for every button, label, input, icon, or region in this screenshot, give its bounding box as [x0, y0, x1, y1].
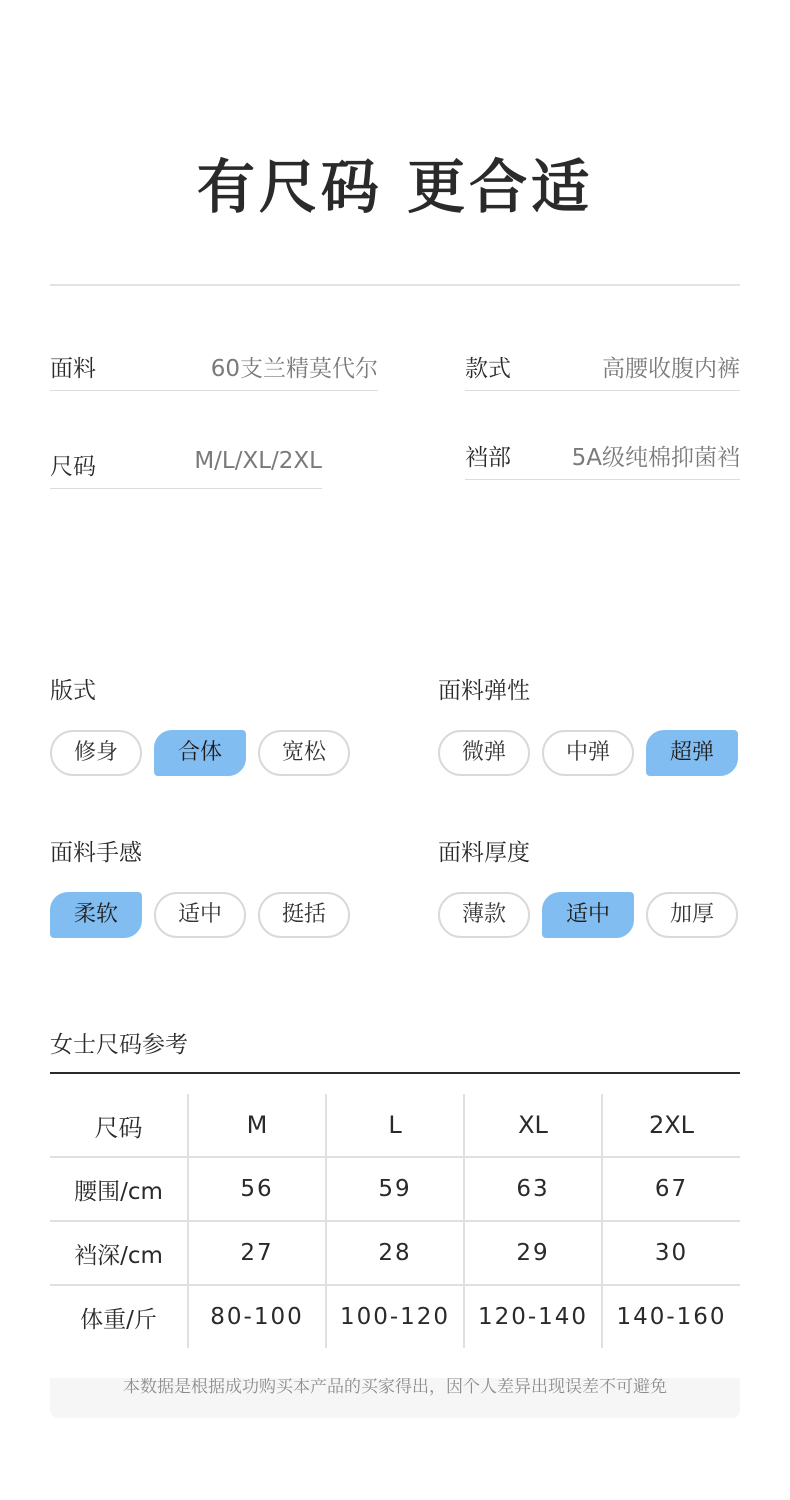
size-table-title: 女士尺码参考 [50, 1032, 188, 1058]
spec-fabric [50, 336, 378, 391]
table-row-label: 裆深/cm [50, 1221, 188, 1285]
thickness-label: 面料厚度 [438, 840, 530, 866]
thickness-option-thin[interactable]: 薄款 [438, 892, 530, 938]
hand-feel-label: 面料手感 [50, 840, 142, 866]
page-title: 有尺码 更合适 [196, 153, 594, 221]
elasticity-option-medium[interactable]: 中弹 [542, 730, 634, 776]
fit-option-loose[interactable]: 宽松 [258, 730, 350, 776]
spec-style-value: 高腰收腹内裤 [602, 356, 740, 382]
table-cell: 30 [602, 1221, 740, 1285]
table-row [50, 1157, 740, 1221]
spec-size-value: M/L/XL/2XL [194, 448, 322, 474]
table-cell: 63 [464, 1157, 602, 1221]
thickness-option-moderate[interactable]: 适中 [542, 892, 634, 938]
table-row-label: 腰围/cm [50, 1157, 188, 1221]
fit-option-regular[interactable]: 合体 [154, 730, 246, 776]
spec-fabric-value: 60支兰精莫代尔 [210, 356, 378, 382]
fit-options [50, 730, 360, 778]
table-cell: 56 [188, 1157, 326, 1221]
elasticity-label: 面料弹性 [438, 678, 530, 704]
hand-feel-option-soft[interactable]: 柔软 [50, 892, 142, 938]
hand-feel-options [50, 892, 360, 940]
divider [50, 284, 740, 286]
size-table-divider [50, 1072, 740, 1074]
spec-size [50, 434, 322, 489]
elasticity-options [438, 730, 740, 778]
table-header-cell: XL [464, 1094, 602, 1157]
spec-crotch-label: 裆部 [465, 445, 511, 471]
table-row [50, 1285, 740, 1348]
table-header-cell: 2XL [602, 1094, 740, 1157]
table-cell: 100-120 [326, 1285, 464, 1348]
table-cell: 140-160 [602, 1285, 740, 1348]
table-header-cell: M [188, 1094, 326, 1157]
thickness-option-thick[interactable]: 加厚 [646, 892, 738, 938]
table-header-cell: 尺码 [50, 1094, 188, 1157]
table-row [50, 1221, 740, 1285]
hand-feel-option-crisp[interactable]: 挺括 [258, 892, 350, 938]
fit-option-slim[interactable]: 修身 [50, 730, 142, 776]
spec-crotch-value: 5A级纯棉抑菌裆 [571, 445, 740, 471]
spec-crotch [465, 425, 740, 480]
spec-size-label: 尺码 [50, 454, 96, 480]
size-note: 本数据是根据成功购买本产品的买家得出，因个人差异出现误差不可避免 [123, 1378, 667, 1397]
table-cell: 29 [464, 1221, 602, 1285]
table-header-row [50, 1094, 740, 1157]
spec-style [465, 336, 740, 391]
table-cell: 59 [326, 1157, 464, 1221]
hand-feel-option-moderate[interactable]: 适中 [154, 892, 246, 938]
table-cell: 120-140 [464, 1285, 602, 1348]
table-cell: 27 [188, 1221, 326, 1285]
table-header-cell: L [326, 1094, 464, 1157]
table-cell: 80-100 [188, 1285, 326, 1348]
table-cell: 67 [602, 1157, 740, 1221]
size-table [50, 1094, 740, 1348]
thickness-options [438, 892, 740, 940]
size-note-box [50, 1378, 740, 1418]
table-row-label: 体重/斤 [80, 1306, 157, 1333]
fit-label: 版式 [50, 678, 96, 704]
table-cell: 28 [326, 1221, 464, 1285]
elasticity-option-slight[interactable]: 微弹 [438, 730, 530, 776]
spec-fabric-label: 面料 [50, 356, 96, 382]
elasticity-option-high[interactable]: 超弹 [646, 730, 738, 776]
spec-style-label: 款式 [465, 356, 511, 382]
